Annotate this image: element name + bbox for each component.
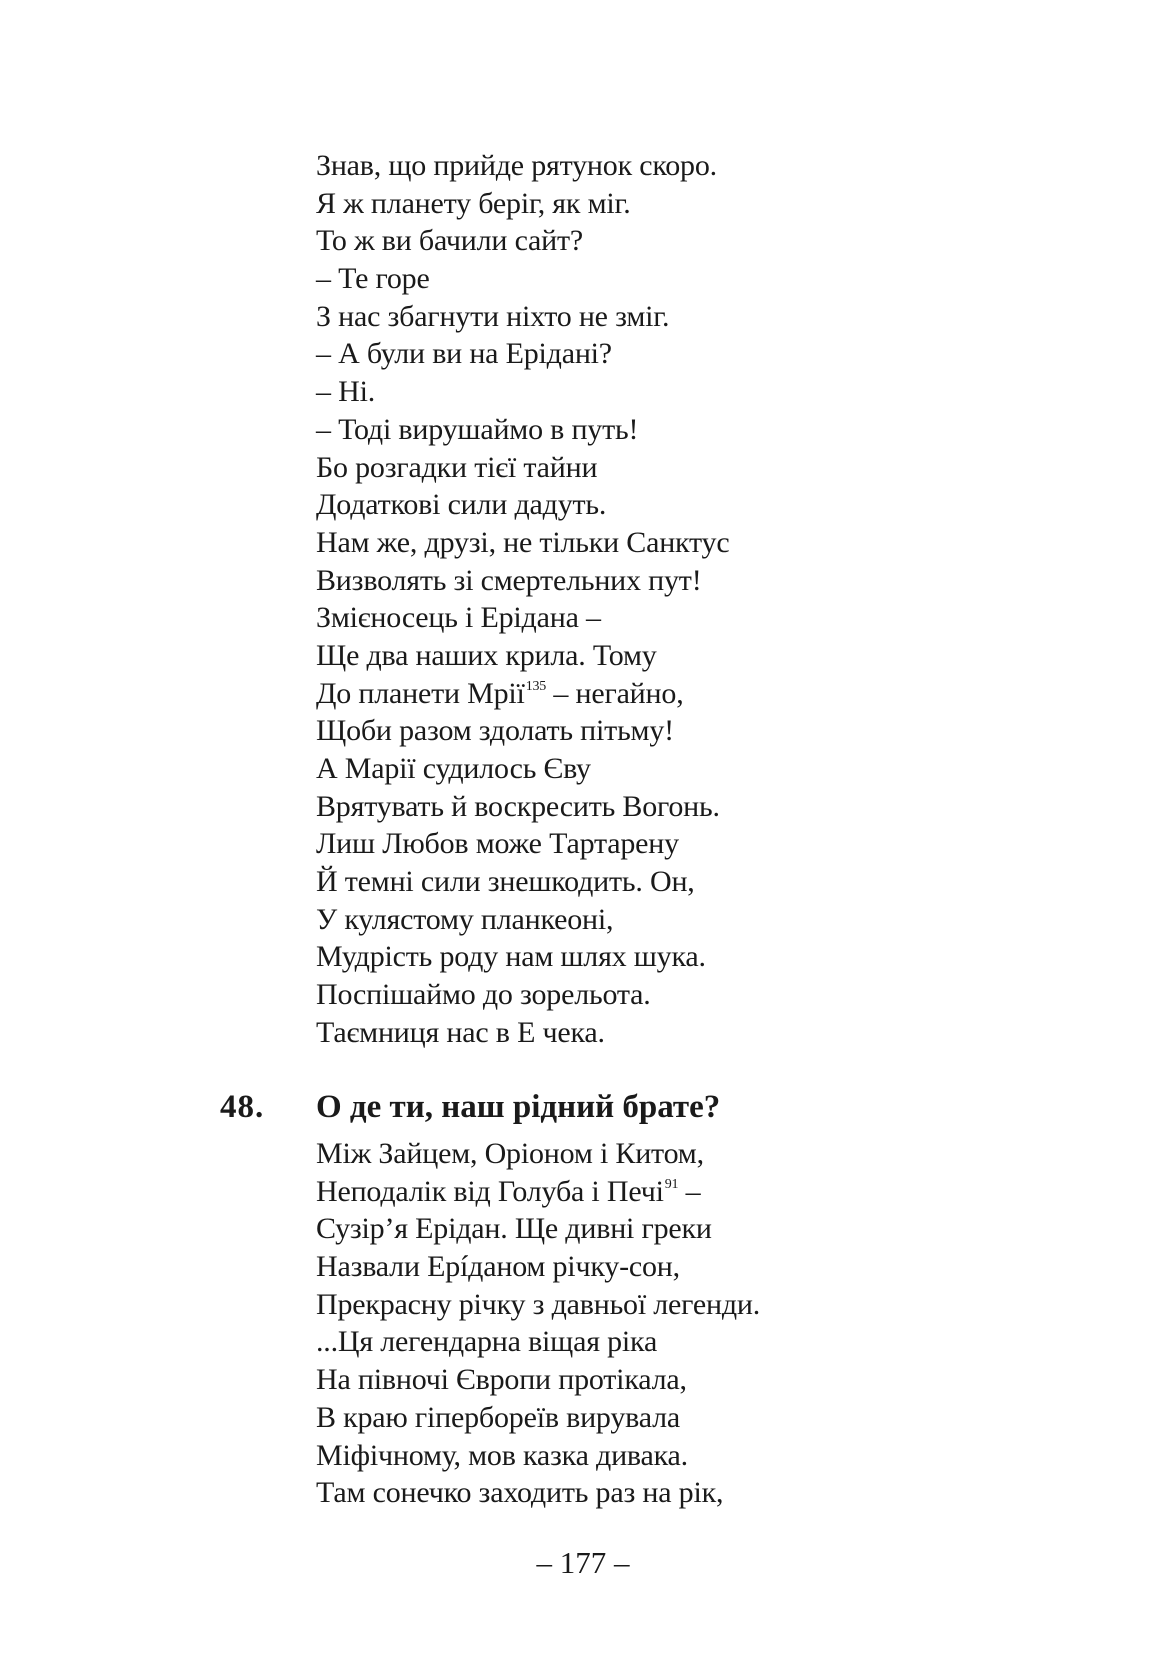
verse-line-text: Визволять зі смертельних пут!: [316, 563, 702, 597]
verse-line-text: Там сонечко заходить раз на рік,: [316, 1476, 724, 1510]
verse-line-text: – Ні.: [316, 375, 376, 409]
verse-line-text: Додаткові сили дадуть.: [316, 488, 607, 522]
verse-line-text: Врятувать й воскресить Вогонь.: [316, 789, 720, 823]
verse-line: [316, 637, 916, 675]
verse-line: [316, 1135, 916, 1173]
verse-line-text: – А були ви на Ерідані?: [316, 337, 612, 371]
verse-line: [316, 1014, 916, 1052]
footnote-marker: 135: [525, 678, 547, 694]
verse-line-text: Мудрість роду нам шлях шука.: [316, 940, 706, 974]
poem-number: 48.: [220, 1089, 265, 1125]
verse-line: [316, 863, 916, 901]
verse-line-text: В краю гіпербореїв вирувала: [316, 1400, 680, 1434]
verse-line: [316, 938, 916, 976]
verse-line: [316, 1361, 916, 1399]
verse-line: [316, 750, 916, 788]
verse-line: [316, 788, 916, 826]
verse-line-text: А Марії судилось Єву: [316, 752, 591, 785]
verse-line-text: З нас збагнути ніхто не зміг.: [316, 299, 670, 333]
verse-line-text: Змієносець і Ерідана –: [316, 601, 601, 635]
verse-line-text: До планети Мрії: [316, 676, 525, 710]
continued-poem-stanza: [316, 147, 916, 1052]
verse-line-text: Таємниця нас в Е чека.: [316, 1015, 605, 1049]
verse-line: [316, 260, 916, 298]
verse-line-continuation: – негайно,: [546, 676, 684, 710]
verse-line-text: Знав, що прийде рятунок скоро.: [316, 149, 717, 182]
verse-line-text: Сузір’я Ерідан. Ще дивні греки: [316, 1212, 712, 1246]
verse-line: [316, 298, 916, 336]
verse-line-text: Я ж планету беріг, як міг.: [316, 186, 631, 220]
verse-line-text: – Тоді вирушаймо в путь!: [316, 412, 639, 446]
verse-line: [316, 449, 916, 487]
footnote-marker: 91: [664, 1176, 679, 1192]
new-poem-stanza: [316, 1135, 916, 1512]
verse-line-text: Неподалік від Голуба і Печі: [316, 1174, 664, 1208]
verse-line: [316, 1173, 916, 1211]
verse-line-text: Ще два наших крила. Тому: [316, 638, 657, 672]
verse-line-text: Прекрасну річку з давньої легенди.: [316, 1287, 761, 1321]
verse-line: [316, 524, 916, 562]
page-number: – 177 –: [536, 1545, 630, 1580]
verse-line: [316, 1437, 916, 1475]
verse-line: [316, 976, 916, 1014]
verse-line: [316, 675, 916, 713]
verse-line-text: Міфічному, мов казка дивака.: [316, 1438, 688, 1472]
poem-heading: [220, 1085, 920, 1129]
verse-line: [316, 1286, 916, 1324]
verse-line-text: Щоби разом здолать пітьму!: [316, 714, 674, 748]
verse-line: [316, 1323, 916, 1361]
verse-line-text: ...Ця легендарна віщая ріка: [316, 1325, 658, 1359]
verse-line: [316, 562, 916, 600]
verse-line-text: Лиш Любов може Тартарену: [316, 827, 679, 861]
verse-line: [316, 1474, 916, 1512]
verse-line-text: Нам же, друзі, не тільки Санктус: [316, 525, 730, 559]
verse-line-text: Поспішаймо до зорельота.: [316, 978, 651, 1012]
verse-line: [316, 335, 916, 373]
verse-line: [316, 825, 916, 863]
verse-line: [316, 222, 916, 260]
verse-line: [316, 1210, 916, 1248]
verse-line: [316, 147, 916, 185]
verse-line-text: – Те горе: [316, 262, 430, 296]
verse-line: [316, 901, 916, 939]
verse-line-text: Між Зайцем, Оріоном і Китом,: [316, 1137, 704, 1170]
verse-line-text: Бо розгадки тієї тайни: [316, 450, 598, 484]
verse-line-text: Й темні сили знешкодить. Он,: [316, 865, 695, 899]
verse-line: [316, 712, 916, 750]
verse-line-text: То ж ви бачили сайт?: [316, 224, 584, 258]
verse-line-text: Назвали Ерíданом річку-сон,: [316, 1250, 680, 1284]
verse-line: [316, 185, 916, 223]
verse-line: [316, 599, 916, 637]
verse-line-text: У кулястому планкеоні,: [316, 902, 614, 936]
verse-line: [316, 1399, 916, 1437]
verse-line: [316, 373, 916, 411]
poem-title: О де ти, наш рідний брате?: [316, 1089, 721, 1125]
verse-line: [316, 411, 916, 449]
verse-line: [316, 1248, 916, 1286]
verse-line: [316, 486, 916, 524]
verse-line-text: На півночі Європи протікала,: [316, 1363, 687, 1397]
verse-line-continuation: –: [678, 1174, 701, 1208]
